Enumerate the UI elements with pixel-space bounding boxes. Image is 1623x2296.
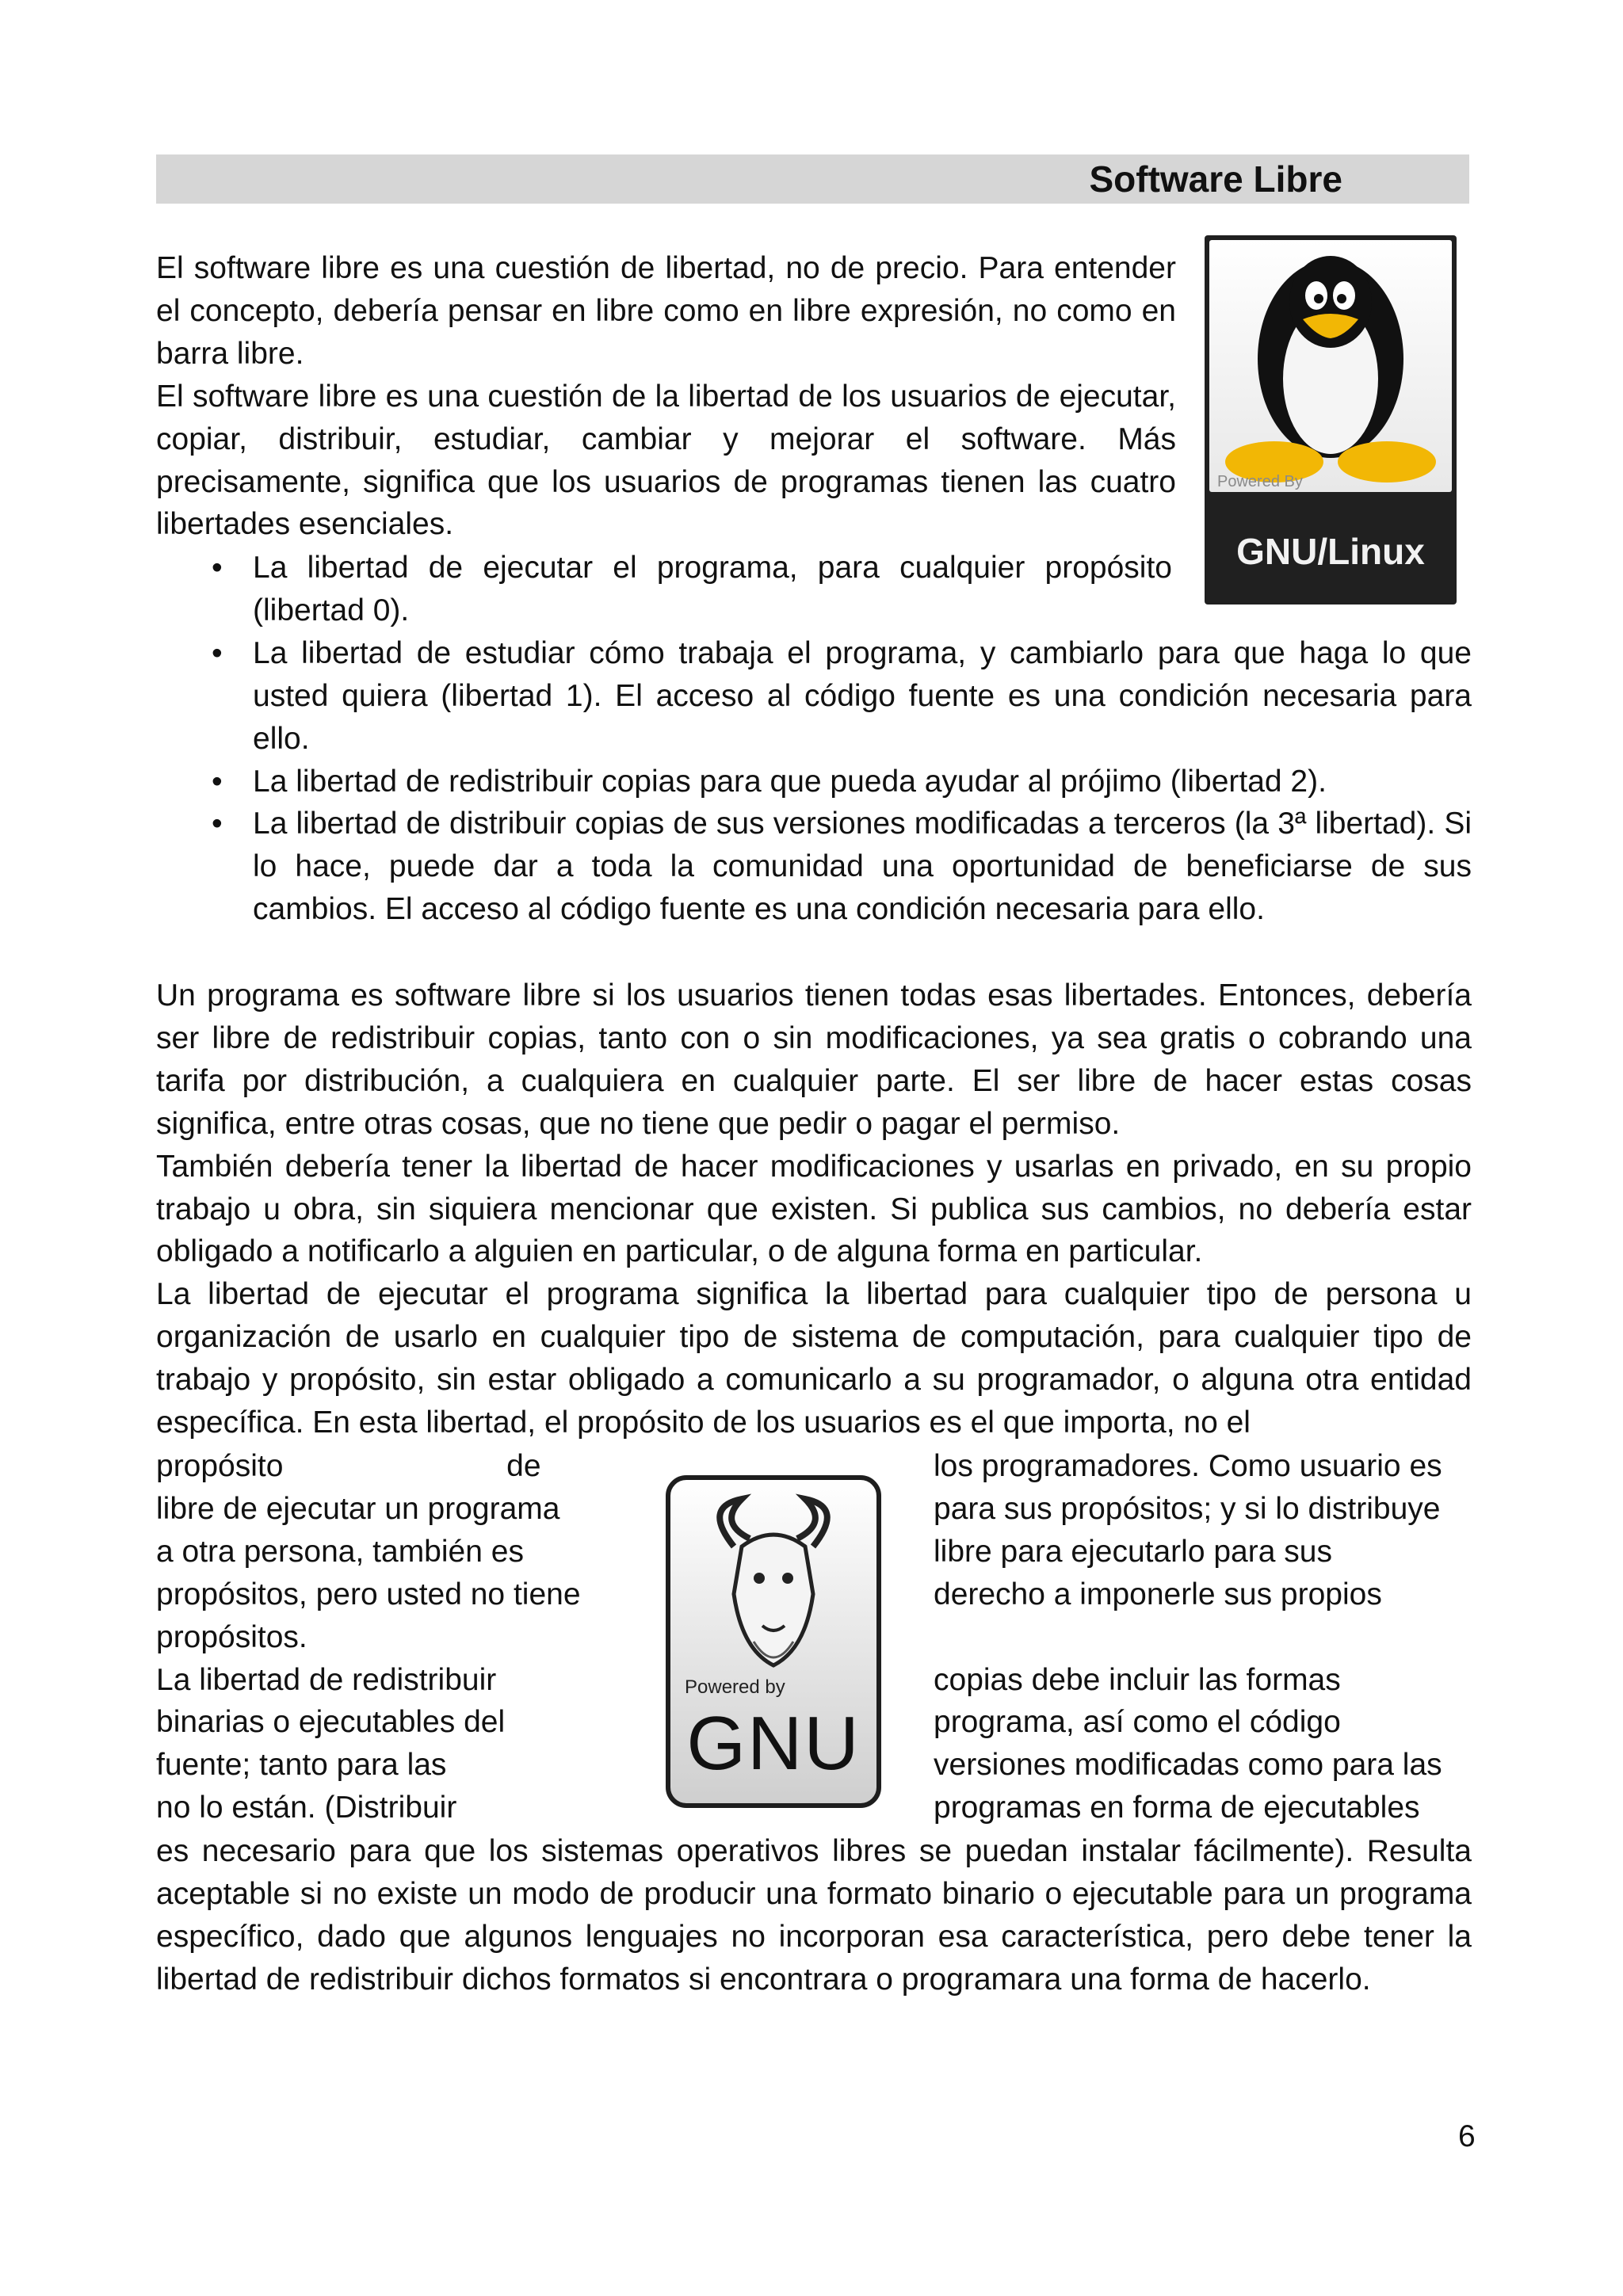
freedom-text: La libertad de redistribuir copias para que pueda ayudar al prójimo (libertad 2). (253, 764, 1327, 799)
wrap-left-line: propósitos. (156, 1619, 307, 1654)
section-header-bar (156, 154, 1469, 204)
wrap-right-line: libre para ejecutarlo para sus (934, 1534, 1332, 1569)
wrap-right-line: derecho a imponerle sus propios (934, 1577, 1382, 1611)
bullet-icon: • (212, 635, 223, 670)
intro-paragraph: El software libre es una cuestión de libertad, no de precio. Para entender el concepto, debería pensar en libre como en libre expresión, no como en barra libre. (156, 251, 1176, 371)
gnu-head-icon (686, 1491, 861, 1677)
freedom-item-3 (156, 803, 1472, 931)
wrap-right-line: para sus propósitos; y si lo distribuye (934, 1491, 1441, 1526)
wrap-left-line: propósitos, pero usted no tiene (156, 1577, 581, 1611)
tux-label: GNU/Linux (1236, 531, 1425, 572)
wrap-right-line: programas en forma de ejecutables (934, 1791, 1420, 1825)
freedom-item-2 (156, 761, 1472, 803)
wrap-left-column (156, 1445, 608, 1829)
body-paragraph-2: La libertad de ejecutar el programa significa la libertad para cualquier tipo de persona u organización de usarlo en cualquier tipo de sistema de computación, para cualquier tipo de trabajo y propósito, sin estar obligado a comunicarlo a su programador, o alguna otra entidad específica. En esta libertad, el propósito de los usuarios es el que importa, no el (156, 1277, 1472, 1440)
intro-block (156, 247, 1176, 546)
wrap-left-line: no lo están. (Distribuir (156, 1791, 457, 1825)
bullet-icon: • (212, 551, 223, 585)
wrap-right-line: programa, así como el código (934, 1705, 1341, 1740)
closing-paragraph: es necesario para que los sistemas operativos libres se puedan instalar fácilmente). Resulta aceptable si no existe un modo de producir una formato binario o ejecutable para un programa específico, dado que algunos lenguajes no incorporan esa característica, pero debe tener la libertad de redistribuir dichos formatos si encontrara o programara una forma de hacerlo. (156, 1834, 1472, 1997)
page-number: 6 (1458, 2119, 1476, 2153)
closing-block (156, 1830, 1472, 2001)
tux-penguin-icon (1209, 240, 1452, 492)
wrap-left-line: libre de ejecutar un programa (156, 1491, 560, 1526)
wrap-right-line: copias debe incluir las formas (934, 1662, 1341, 1697)
wrap-right-line: versiones modificadas como para las (934, 1748, 1442, 1783)
body-paragraph-1: También debería tener la libertad de hacer modificaciones y usarlas en privado, en su propio trabajo u obra, sin siquiera mencionar que existen. Si publica sus cambios, no debería estar obligado a notificarlo a alguien en particular, o de alguna forma en particular. (156, 1149, 1472, 1269)
wrap-left-line: a otra persona, también es (156, 1534, 524, 1569)
freedom-item-1 (156, 632, 1472, 761)
wrap-left-line: propósito de (156, 1449, 541, 1483)
wrap-right-line: los programadores. Como usuario es (934, 1449, 1442, 1483)
wrap-right-column (934, 1445, 1472, 1829)
freedom-item-0 (156, 547, 1172, 632)
gnu-powered-by: Powered by (685, 1676, 785, 1698)
gnu-logo (666, 1475, 881, 1808)
bullet-icon: • (212, 807, 223, 841)
freedoms-intro-paragraph: El software libre es una cuestión de la libertad de los usuarios de ejecutar, copiar, distribuir, estudiar, cambiar y mejorar el software. Más precisamente, significa que los usuarios de programas tienen las cuatro libertades esenciales. (156, 379, 1176, 542)
freedom-text: La libertad de distribuir copias de sus versiones modificadas a terceros (la 3ª libertad). Si lo hace, puede dar a toda la comunidad una oportunidad de beneficiarse de sus cambios. El acceso al código fuente es una condición necesaria para ello. (253, 807, 1472, 927)
freedom-text: La libertad de estudiar cómo trabaja el programa, y cambiarlo para que haga lo que usted quiera (libertad 1). El acceso al código fuente es una condición necesaria para ello. (253, 635, 1472, 756)
bullet-icon: • (212, 764, 223, 799)
gnu-linux-logo (1205, 235, 1457, 605)
wrap-left-line: binarias o ejecutables del (156, 1705, 506, 1740)
body-block (156, 974, 1472, 1444)
section-title: Software Libre (1089, 158, 1342, 200)
wrap-right-line (934, 1616, 1472, 1659)
wrap-left-line: fuente; tanto para las (156, 1748, 447, 1783)
freedom-text: La libertad de ejecutar el programa, para cualquier propósito (libertad 0). (253, 551, 1172, 627)
tux-powered-by: Powered By (1217, 473, 1303, 490)
body-paragraph-0: Un programa es software libre si los usuarios tienen todas esas libertades. Entonces, debería ser libre de redistribuir copias, tanto con o sin modificaciones, ya sea gratis o cobrando una tarifa por distribución, a cualquiera en cualquier parte. El ser libre de hacer estas cosas significa, entre otras cosas, que no tiene que pedir o pagar el permiso. (156, 978, 1472, 1141)
wrap-left-line: La libertad de redistribuir (156, 1662, 497, 1697)
gnu-label: GNU (686, 1701, 861, 1786)
